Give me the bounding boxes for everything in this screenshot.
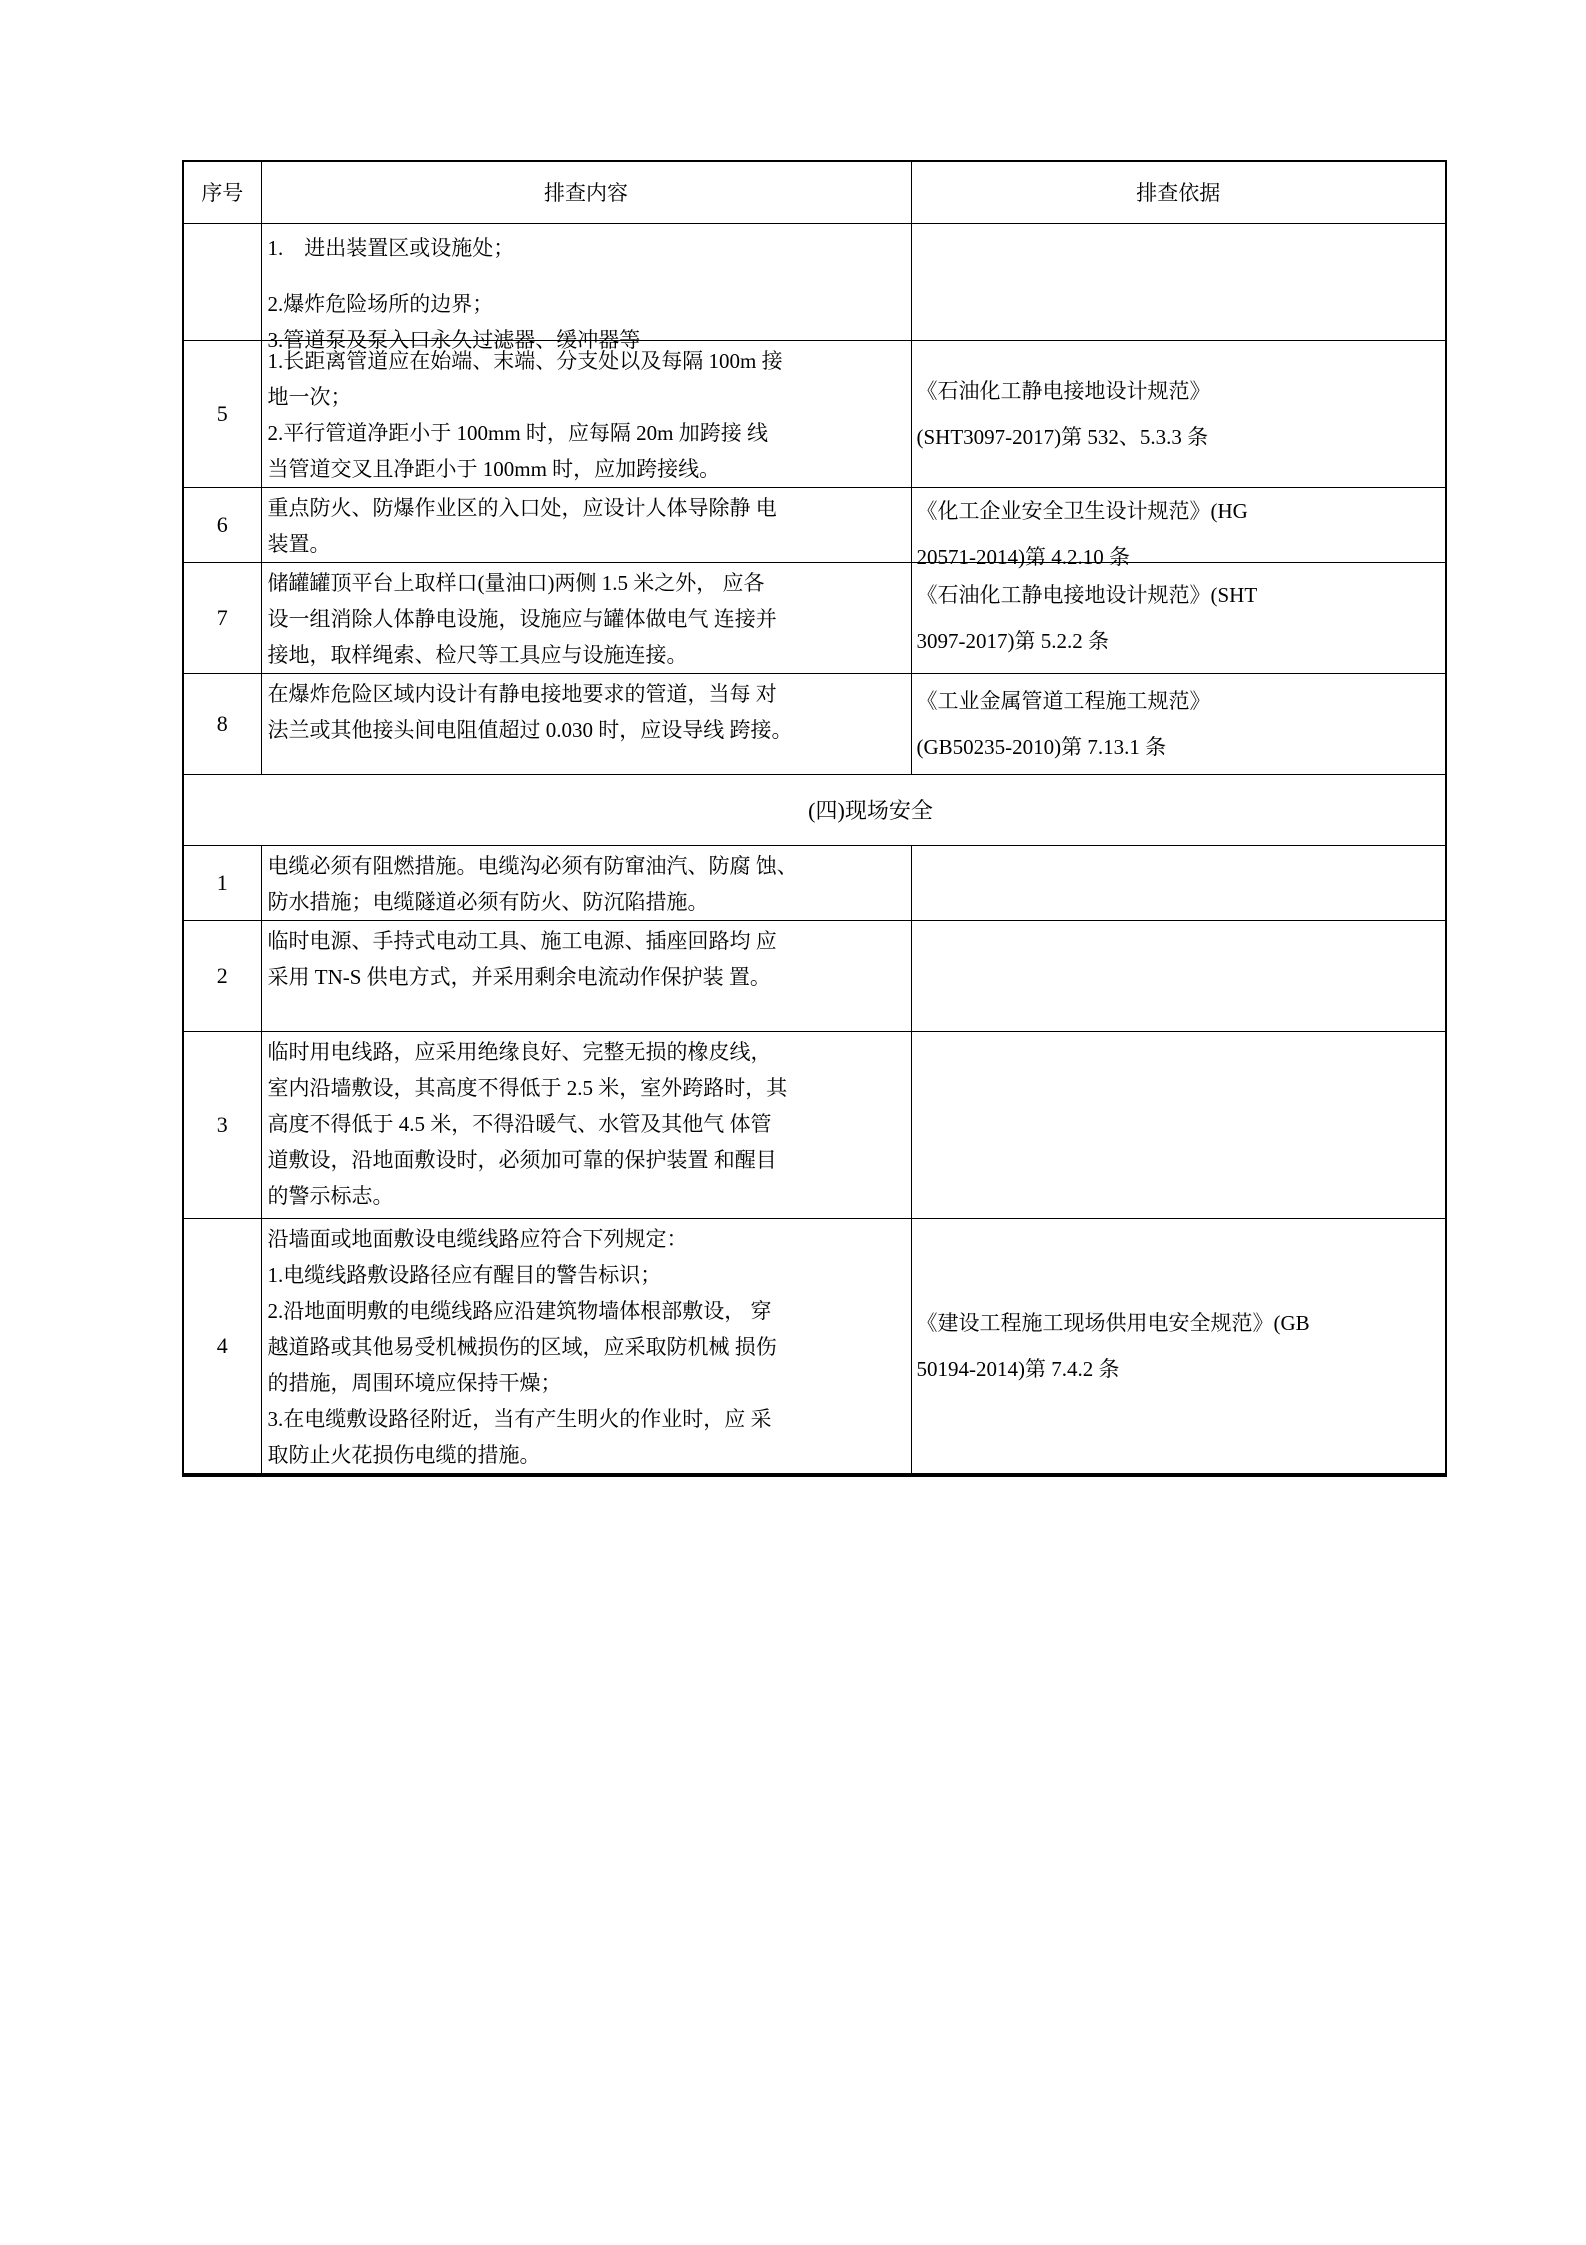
row-number: 3 bbox=[216, 1111, 228, 1137]
row-number-cell bbox=[183, 920, 261, 1031]
content-line: 法兰或其他接头间电阻值超过 0.030 时，应设导线 跨接。 bbox=[267, 717, 793, 742]
content-cell bbox=[261, 562, 911, 673]
basis-line: 50194-2014)第 7.4.2 条 bbox=[916, 1356, 1120, 1381]
clipped-basis bbox=[916, 488, 1442, 569]
content-line: 接地，取样绳索、检尺等工具应与设施连接。 bbox=[267, 642, 688, 667]
basis-cell bbox=[911, 1031, 1446, 1218]
content-line: 2.沿地面明敷的电缆线路应沿建筑物墙体根部敷设， 穿 bbox=[267, 1298, 772, 1323]
content-cell bbox=[261, 340, 911, 487]
table-row bbox=[183, 1031, 1446, 1218]
content-cell bbox=[261, 920, 911, 1031]
content-line: 当管道交叉且净距小于 100mm 时，应加跨接线。 bbox=[267, 456, 721, 481]
content-line: 越道路或其他易受机械损伤的区域，应采取防机械 损伤 bbox=[267, 1334, 777, 1359]
content-line: 2.爆炸危险场所的边界； bbox=[267, 291, 494, 316]
content-line: 室内沿墙敷设，其高度不得低于 2.5 米，室外跨路时，其 bbox=[267, 1075, 788, 1100]
basis-line: 《建设工程施工现场供用电安全规范》(GB bbox=[916, 1310, 1310, 1335]
content-line: 采用 TN-S 供电方式，并采用剩余电流动作保护装 置。 bbox=[267, 964, 771, 989]
header-cell-basis bbox=[911, 161, 1446, 223]
table-row bbox=[183, 223, 1446, 340]
content-line: 1.长距离管道应在始端、末端、分支处以及每隔 100m 接 bbox=[267, 348, 783, 373]
row-number: 7 bbox=[216, 604, 228, 630]
row-number: 5 bbox=[216, 400, 228, 426]
table-header-row bbox=[183, 161, 1446, 223]
content-cell bbox=[261, 845, 911, 920]
content-line: 防水措施；电缆隧道必须有防火、防沉陷措施。 bbox=[267, 889, 709, 914]
basis-cell bbox=[911, 223, 1446, 340]
content-line: 1. 进出装置区或设施处； bbox=[267, 235, 515, 260]
content-line: 装置。 bbox=[267, 531, 331, 556]
basis-line: (GB50235-2010)第 7.13.1 条 bbox=[916, 734, 1167, 759]
content-line: 储罐罐顶平台上取样口(量油口)两侧 1.5 米之外， 应各 bbox=[267, 570, 765, 595]
row-number: 2 bbox=[216, 962, 228, 988]
header-cell-content bbox=[261, 161, 911, 223]
header-number-label: 序号 bbox=[201, 181, 244, 206]
section-header-row bbox=[183, 774, 1446, 845]
content-line: 临时电源、手持式电动工具、施工电源、插座回路均 应 bbox=[267, 928, 777, 953]
content-line: 1.电缆线路敷设路径应有醒目的警告标识； bbox=[267, 1262, 662, 1287]
row-number: 6 bbox=[216, 511, 228, 537]
row-number-cell bbox=[183, 223, 261, 340]
checklist-table bbox=[182, 160, 1447, 1477]
content-line: 高度不得低于 4.5 米，不得沿暖气、水管及其他气 体管 bbox=[267, 1111, 772, 1136]
row-number-cell bbox=[183, 673, 261, 774]
clipped-paragraphs bbox=[267, 230, 907, 352]
table-row bbox=[183, 1218, 1446, 1475]
basis-cell bbox=[911, 673, 1446, 774]
content-line: 的警示标志。 bbox=[267, 1183, 394, 1208]
content-line: 道敷设，沿地面敷设时，必须加可靠的保护装置 和醒目 bbox=[267, 1147, 777, 1172]
row-number-cell bbox=[183, 562, 261, 673]
row-number-cell bbox=[183, 1218, 261, 1475]
basis-cell bbox=[911, 920, 1446, 1031]
basis-line: 《石油化工静电接地设计规范》 bbox=[916, 378, 1211, 403]
header-basis-label: 排查依据 bbox=[1136, 181, 1221, 206]
basis-cell bbox=[911, 845, 1446, 920]
basis-cell bbox=[911, 562, 1446, 673]
table-row bbox=[183, 340, 1446, 487]
basis-cell bbox=[911, 340, 1446, 487]
basis-line: 《工业金属管道工程施工规范》 bbox=[916, 688, 1211, 713]
header-content-label: 排查内容 bbox=[544, 181, 628, 206]
content-cell bbox=[261, 1031, 911, 1218]
content-line: 3.在电缆敷设路径附近，当有产生明火的作业时，应 采 bbox=[267, 1406, 772, 1431]
table-row bbox=[183, 845, 1446, 920]
content-line: 地一次； bbox=[267, 384, 352, 409]
content-line: 2.平行管道净距小于 100mm 时，应每隔 20m 加跨接 线 bbox=[267, 420, 769, 445]
section-title: (四)现场安全 bbox=[808, 798, 933, 823]
content-line: 取防止火花损伤电缆的措施。 bbox=[267, 1442, 541, 1467]
basis-line: 《化工企业安全卫生设计规范》(HG bbox=[916, 498, 1248, 523]
basis-cell bbox=[911, 1218, 1446, 1475]
table-row bbox=[183, 562, 1446, 673]
content-cell bbox=[261, 487, 911, 562]
row-number-cell bbox=[183, 487, 261, 562]
content-line: 沿墙面或地面敷设电缆线路应符合下列规定： bbox=[267, 1226, 688, 1251]
header-cell-number bbox=[183, 161, 261, 223]
basis-line: 20571-2014)第 4.2.10 条 bbox=[916, 544, 1130, 569]
section-header-cell bbox=[183, 774, 1446, 845]
row-number: 4 bbox=[216, 1332, 228, 1358]
content-cell bbox=[261, 673, 911, 774]
basis-line: 3097-2017)第 5.2.2 条 bbox=[916, 628, 1109, 653]
row-number-cell bbox=[183, 845, 261, 920]
table-row bbox=[183, 673, 1446, 774]
row-number: 1 bbox=[216, 869, 228, 895]
table-row bbox=[183, 920, 1446, 1031]
row-number-cell bbox=[183, 340, 261, 487]
content-cell bbox=[261, 1218, 911, 1475]
content-line: 临时用电线路，应采用绝缘良好、完整无损的橡皮线， bbox=[267, 1039, 772, 1064]
content-line: 在爆炸危险区域内设计有静电接地要求的管道，当每 对 bbox=[267, 681, 777, 706]
basis-line: (SHT3097-2017)第 532、5.3.3 条 bbox=[916, 424, 1209, 449]
row-number: 8 bbox=[216, 710, 228, 736]
content-line: 3.管道泵及泵入口永久过滤器、缓冲器等 bbox=[267, 327, 641, 352]
content-line: 电缆必须有阻燃措施。电缆沟必须有防窜油汽、防腐 蚀、 bbox=[267, 853, 798, 878]
content-line: 重点防火、防爆作业区的入口处，应设计人体导除静 电 bbox=[267, 495, 777, 520]
content-cell bbox=[261, 223, 911, 352]
table-row bbox=[183, 487, 1446, 562]
content-line: 的措施，周围环境应保持干燥； bbox=[267, 1370, 562, 1395]
content-line: 设一组消除人体静电设施，设施应与罐体做电气 连接并 bbox=[267, 606, 777, 631]
basis-cell bbox=[911, 487, 1446, 569]
basis-line: 《石油化工静电接地设计规范》(SHT bbox=[916, 582, 1258, 607]
row-number-cell bbox=[183, 1031, 261, 1218]
